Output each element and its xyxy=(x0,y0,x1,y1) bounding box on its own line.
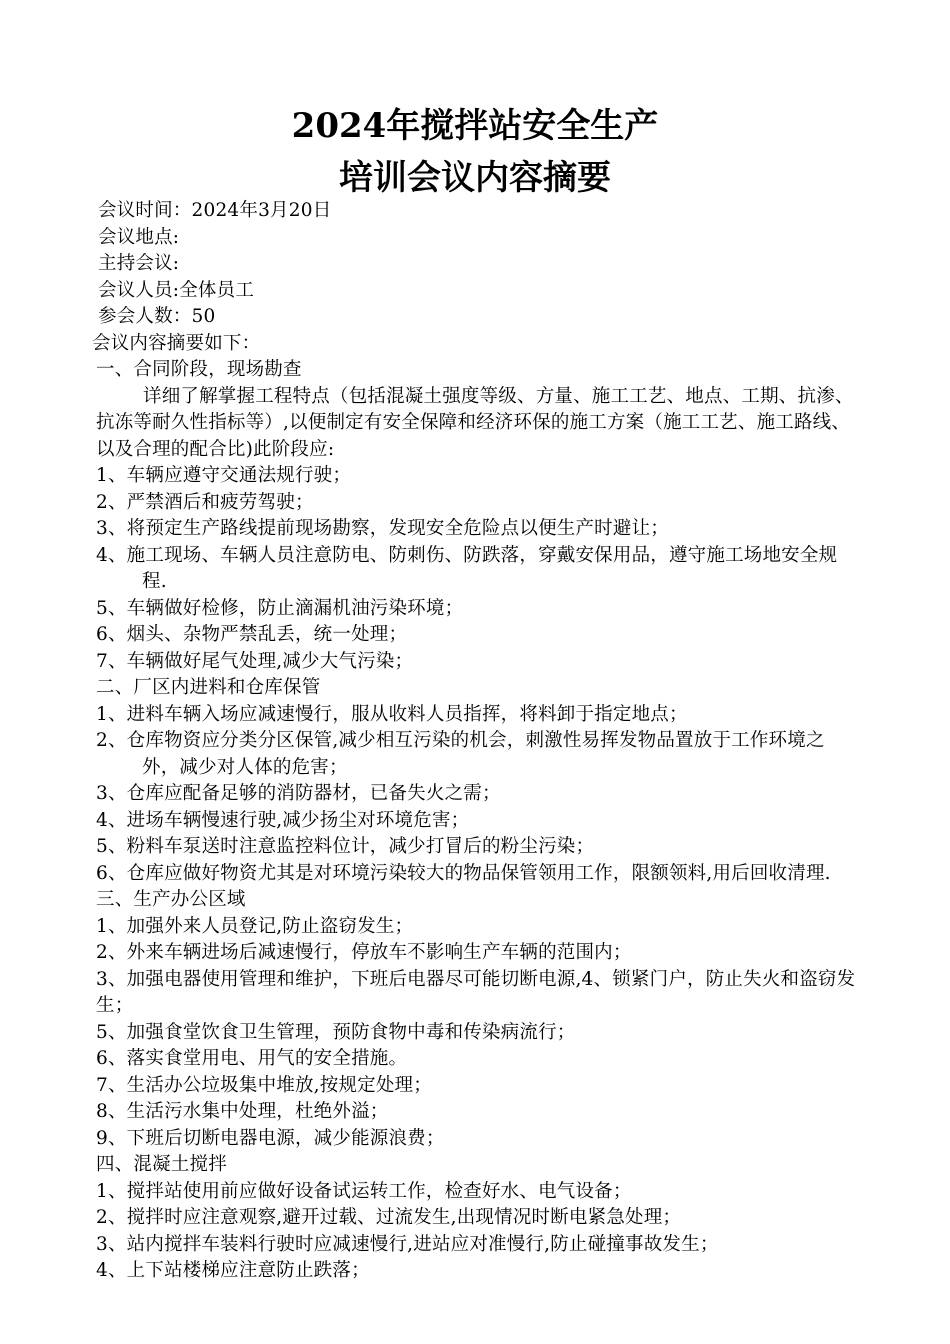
list-item: 3、仓库应配备足够的消防器材，已备失火之需； xyxy=(96,783,501,804)
meeting-host: 主持会议: xyxy=(98,253,180,274)
list-item: 4、上下站楼梯应注意防止跌落； xyxy=(96,1260,370,1281)
meeting-attendees: 会议人员:全体员工 xyxy=(98,279,255,301)
list-item: 6、烟头、杂物严禁乱丢，统一处理； xyxy=(96,624,408,645)
list-item: 3、站内搅拌车装料行驶时应减速慢行,进站应对准慢行,防止碰撞事故发生； xyxy=(96,1233,719,1255)
document-title-line-1: 2024年搅拌站安全生产 xyxy=(291,106,659,146)
section-heading: 三、生产办公区域 xyxy=(96,889,246,910)
list-item: 5、加强食堂饮食卫生管理，预防食物中毒和传染病流行； xyxy=(96,1021,576,1043)
section-heading: 四、混凝土搅拌 xyxy=(96,1154,227,1175)
section-intro-paragraph: 详细了解掌握工程特点（包括混凝土强度等级、方量、施工工艺、地点、工期、抗渗、抗冻等耐久性指标等）,以便制定有安全保障和经济环保的施工方案（施工工艺、施工路线、以及合理的配合比)此阶段应: xyxy=(96,385,854,460)
list-item: 2、外来车辆进场后减速慢行，停放车不影响生产车辆的范围内； xyxy=(96,942,632,963)
list-item: 3、将预定生产路线提前现场勘察，发现安全危险点以便生产时避让； xyxy=(96,518,669,539)
meeting-location: 会议地点: xyxy=(98,226,180,248)
summary-intro: 会议内容摘要如下： xyxy=(92,332,261,354)
list-item: 2、搅拌时应注意观察,避开过载、过流发生,出现情况时断电紧急处理； xyxy=(96,1207,682,1228)
list-item: 7、车辆做好尾气处理,减少大气污染； xyxy=(96,650,414,672)
list-item: 1、进料车辆入场应减速慢行，服从收料人员指挥，将料卸于指定地点； xyxy=(96,703,688,725)
list-item: 1、加强外来人员登记,防止盗窃发生； xyxy=(96,915,414,937)
list-item: 4、进场车辆慢速行驶,减少扬尘对环境危害； xyxy=(96,809,470,831)
list-item: 1、搅拌站使用前应做好设备试运转工作，检查好水、电气设备； xyxy=(96,1180,632,1202)
list-item: 3、加强电器使用管理和维护，下班后电器尽可能切断电源,4、锁紧门户，防止失火和盗窃发生； xyxy=(96,968,856,1016)
list-item: 8、生活污水集中处理，杜绝外溢； xyxy=(96,1101,389,1122)
list-item: 1、车辆应遵守交通法规行驶； xyxy=(96,465,352,486)
document-body xyxy=(92,198,856,1285)
list-item: 2、严禁酒后和疲劳驾驶； xyxy=(96,491,314,513)
list-item: 5、粉料车泵送时注意监控料位计，减少打冒后的粉尘污染； xyxy=(96,836,595,857)
section-heading: 一、合同阶段，现场勘查 xyxy=(96,359,302,380)
list-item: 5、车辆做好检修，防止滴漏机油污染环境； xyxy=(96,597,464,619)
meeting-time: 会议时间：2024年3月20日 xyxy=(98,200,332,221)
list-item: 4、施工现场、车辆人员注意防电、防刺伤、防跌落，穿戴安保用品，遵守施工场地安全规程. xyxy=(96,544,838,592)
list-item: 9、下班后切断电器电源，减少能源浪费； xyxy=(96,1127,445,1149)
document-title-line-2: 培训会议内容摘要 xyxy=(339,158,611,198)
list-item: 7、生活办公垃圾集中堆放,按规定处理； xyxy=(96,1074,432,1096)
meeting-attendee-count: 参会人数：50 xyxy=(98,306,216,327)
list-item: 6、落实食堂用电、用气的安全措施。 xyxy=(96,1048,408,1069)
section-heading: 二、厂区内进料和仓库保管 xyxy=(96,677,321,698)
list-item: 6、仓库应做好物资尤其是对环境污染较大的物品保管领用工作，限额领料,用后回收清理. xyxy=(96,862,831,884)
list-item: 2、仓库物资应分类分区保管,减少相互污染的机会，刺激性易挥发物品置放于工作环境之外，减少对人体的危害； xyxy=(96,730,825,778)
